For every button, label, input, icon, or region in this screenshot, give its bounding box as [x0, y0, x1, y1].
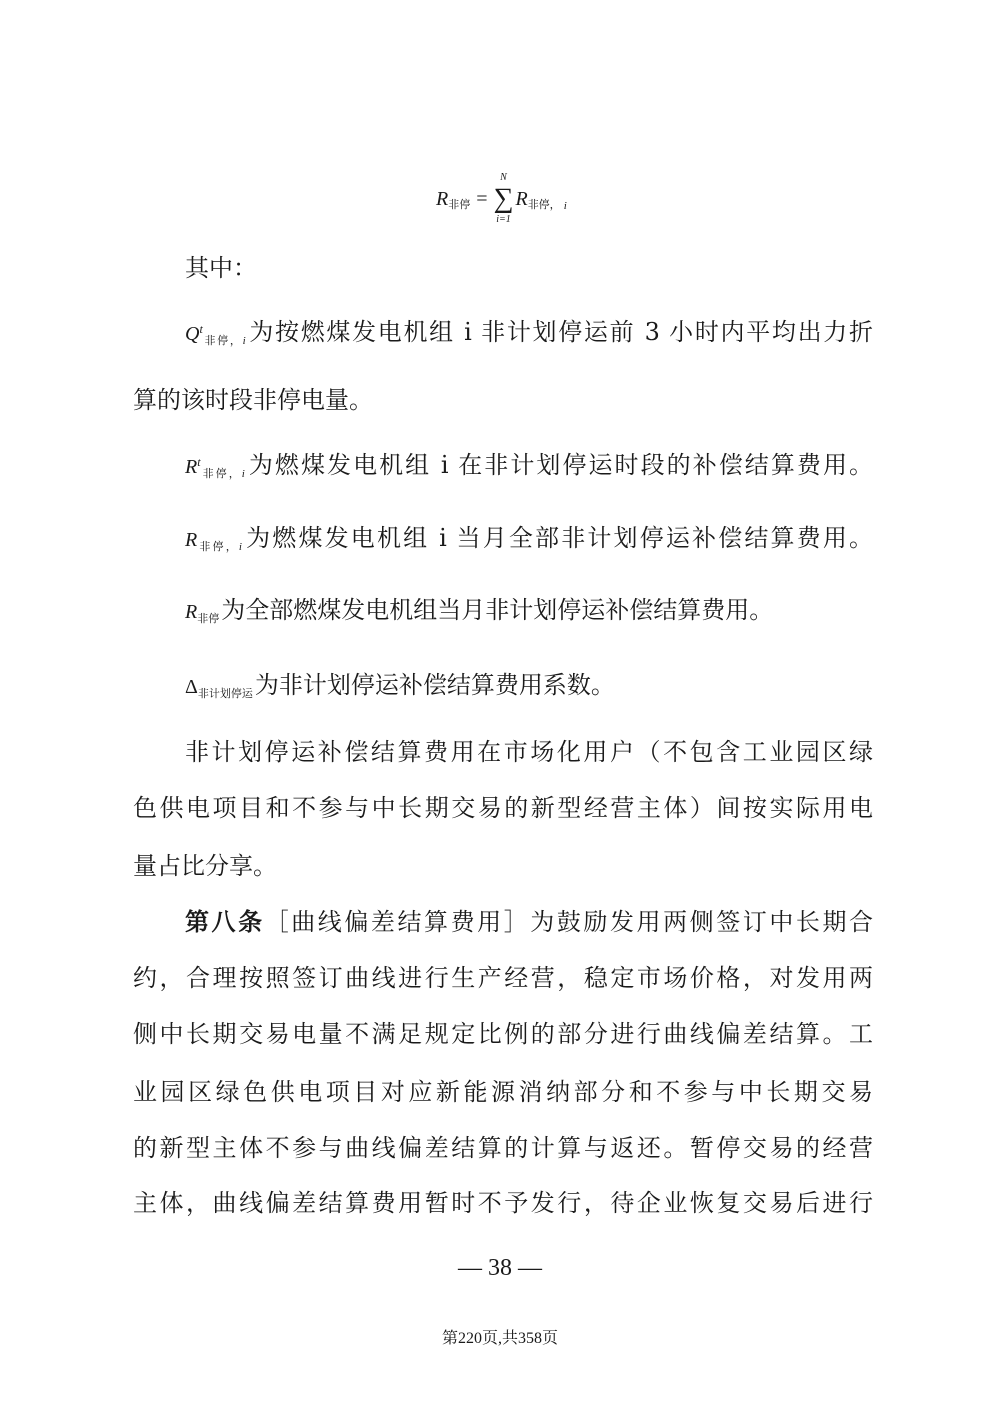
symbol-rt: $R^t_{非停,i}$ [185, 455, 245, 480]
page-number: — 38 — [458, 1255, 542, 1281]
symbol-r: $R_{非停}$ [185, 601, 220, 625]
formula-rhs: R [515, 187, 528, 210]
article-8-line: 业园区绿色供电项目对应新能源消纳部分和不参与中长期交易 [133, 1078, 873, 1106]
sigma-stack [494, 172, 514, 226]
def-rt: $R^t_{非停,i}$为燃煤发电机组 i 在非计划停运时段的补偿结算费用。 [185, 451, 873, 480]
symbol-q: $Q^t_{非停,i}$ [185, 322, 246, 347]
def-r: $R_{非停}$为全部燃煤发电机组当月非计划停运补偿结算费用。 [185, 596, 774, 625]
article-8-line: 的新型主体不参与曲线偏差结算的计算与返还。暂停交易的经营 [133, 1134, 873, 1162]
sigma-icon: ∑ [493, 183, 514, 214]
article-8-line: 主体，曲线偏差结算费用暂时不予发行，待企业恢复交易后进行 [133, 1189, 873, 1217]
formula-lhs-sub: 非停 [448, 199, 471, 211]
article-8-line: 第八条［曲线偏差结算费用］为鼓励发用两侧签订中长期合 [185, 907, 874, 936]
page-footer: 第220页,共358页 [441, 1330, 558, 1347]
paragraph-line: 量占比分享。 [133, 852, 277, 880]
def-q: $Q^t_{非停,i}$为按燃煤发电机组 i 非计划停运前 3 小时内平均出力折 [185, 318, 873, 347]
formula-rhs-sub: 非停， [527, 199, 561, 211]
formula-rhs-idx: i [563, 200, 567, 212]
article-title: 第八条 [185, 907, 265, 936]
article-8-line: 侧中长期交易电量不满足规定比例的部分进行曲线偏差结算。工 [133, 1020, 873, 1048]
symbol-delta: $\Delta_{非计划停运}$ [185, 676, 253, 700]
def-q-cont: 算的该时段非停电量。 [133, 386, 373, 414]
formula-lhs: R [436, 187, 449, 210]
formula-lower: i=1 [496, 214, 511, 225]
def-delta: $\Delta_{非计划停运}$为非计划停运补偿结算费用系数。 [185, 671, 615, 700]
symbol-ri: $R_{非停,i}$ [185, 529, 242, 553]
sum-formula [436, 172, 567, 226]
formula-upper: N [500, 172, 507, 183]
def-ri: $R_{非停,i}$为燃煤发电机组 i 当月全部非计划停运补偿结算费用。 [185, 524, 874, 553]
paragraph-line: 色供电项目和不参与中长期交易的新型经营主体）间按实际用电 [133, 794, 873, 822]
paragraph-line: 非计划停运补偿结算费用在市场化用户（不包含工业园区绿 [185, 738, 873, 766]
intro-text: 其中： [185, 254, 257, 282]
formula-equals: = [476, 187, 488, 210]
article-8-line: 约，合理按照签订曲线进行生产经营，稳定市场价格，对发用两 [133, 964, 873, 992]
